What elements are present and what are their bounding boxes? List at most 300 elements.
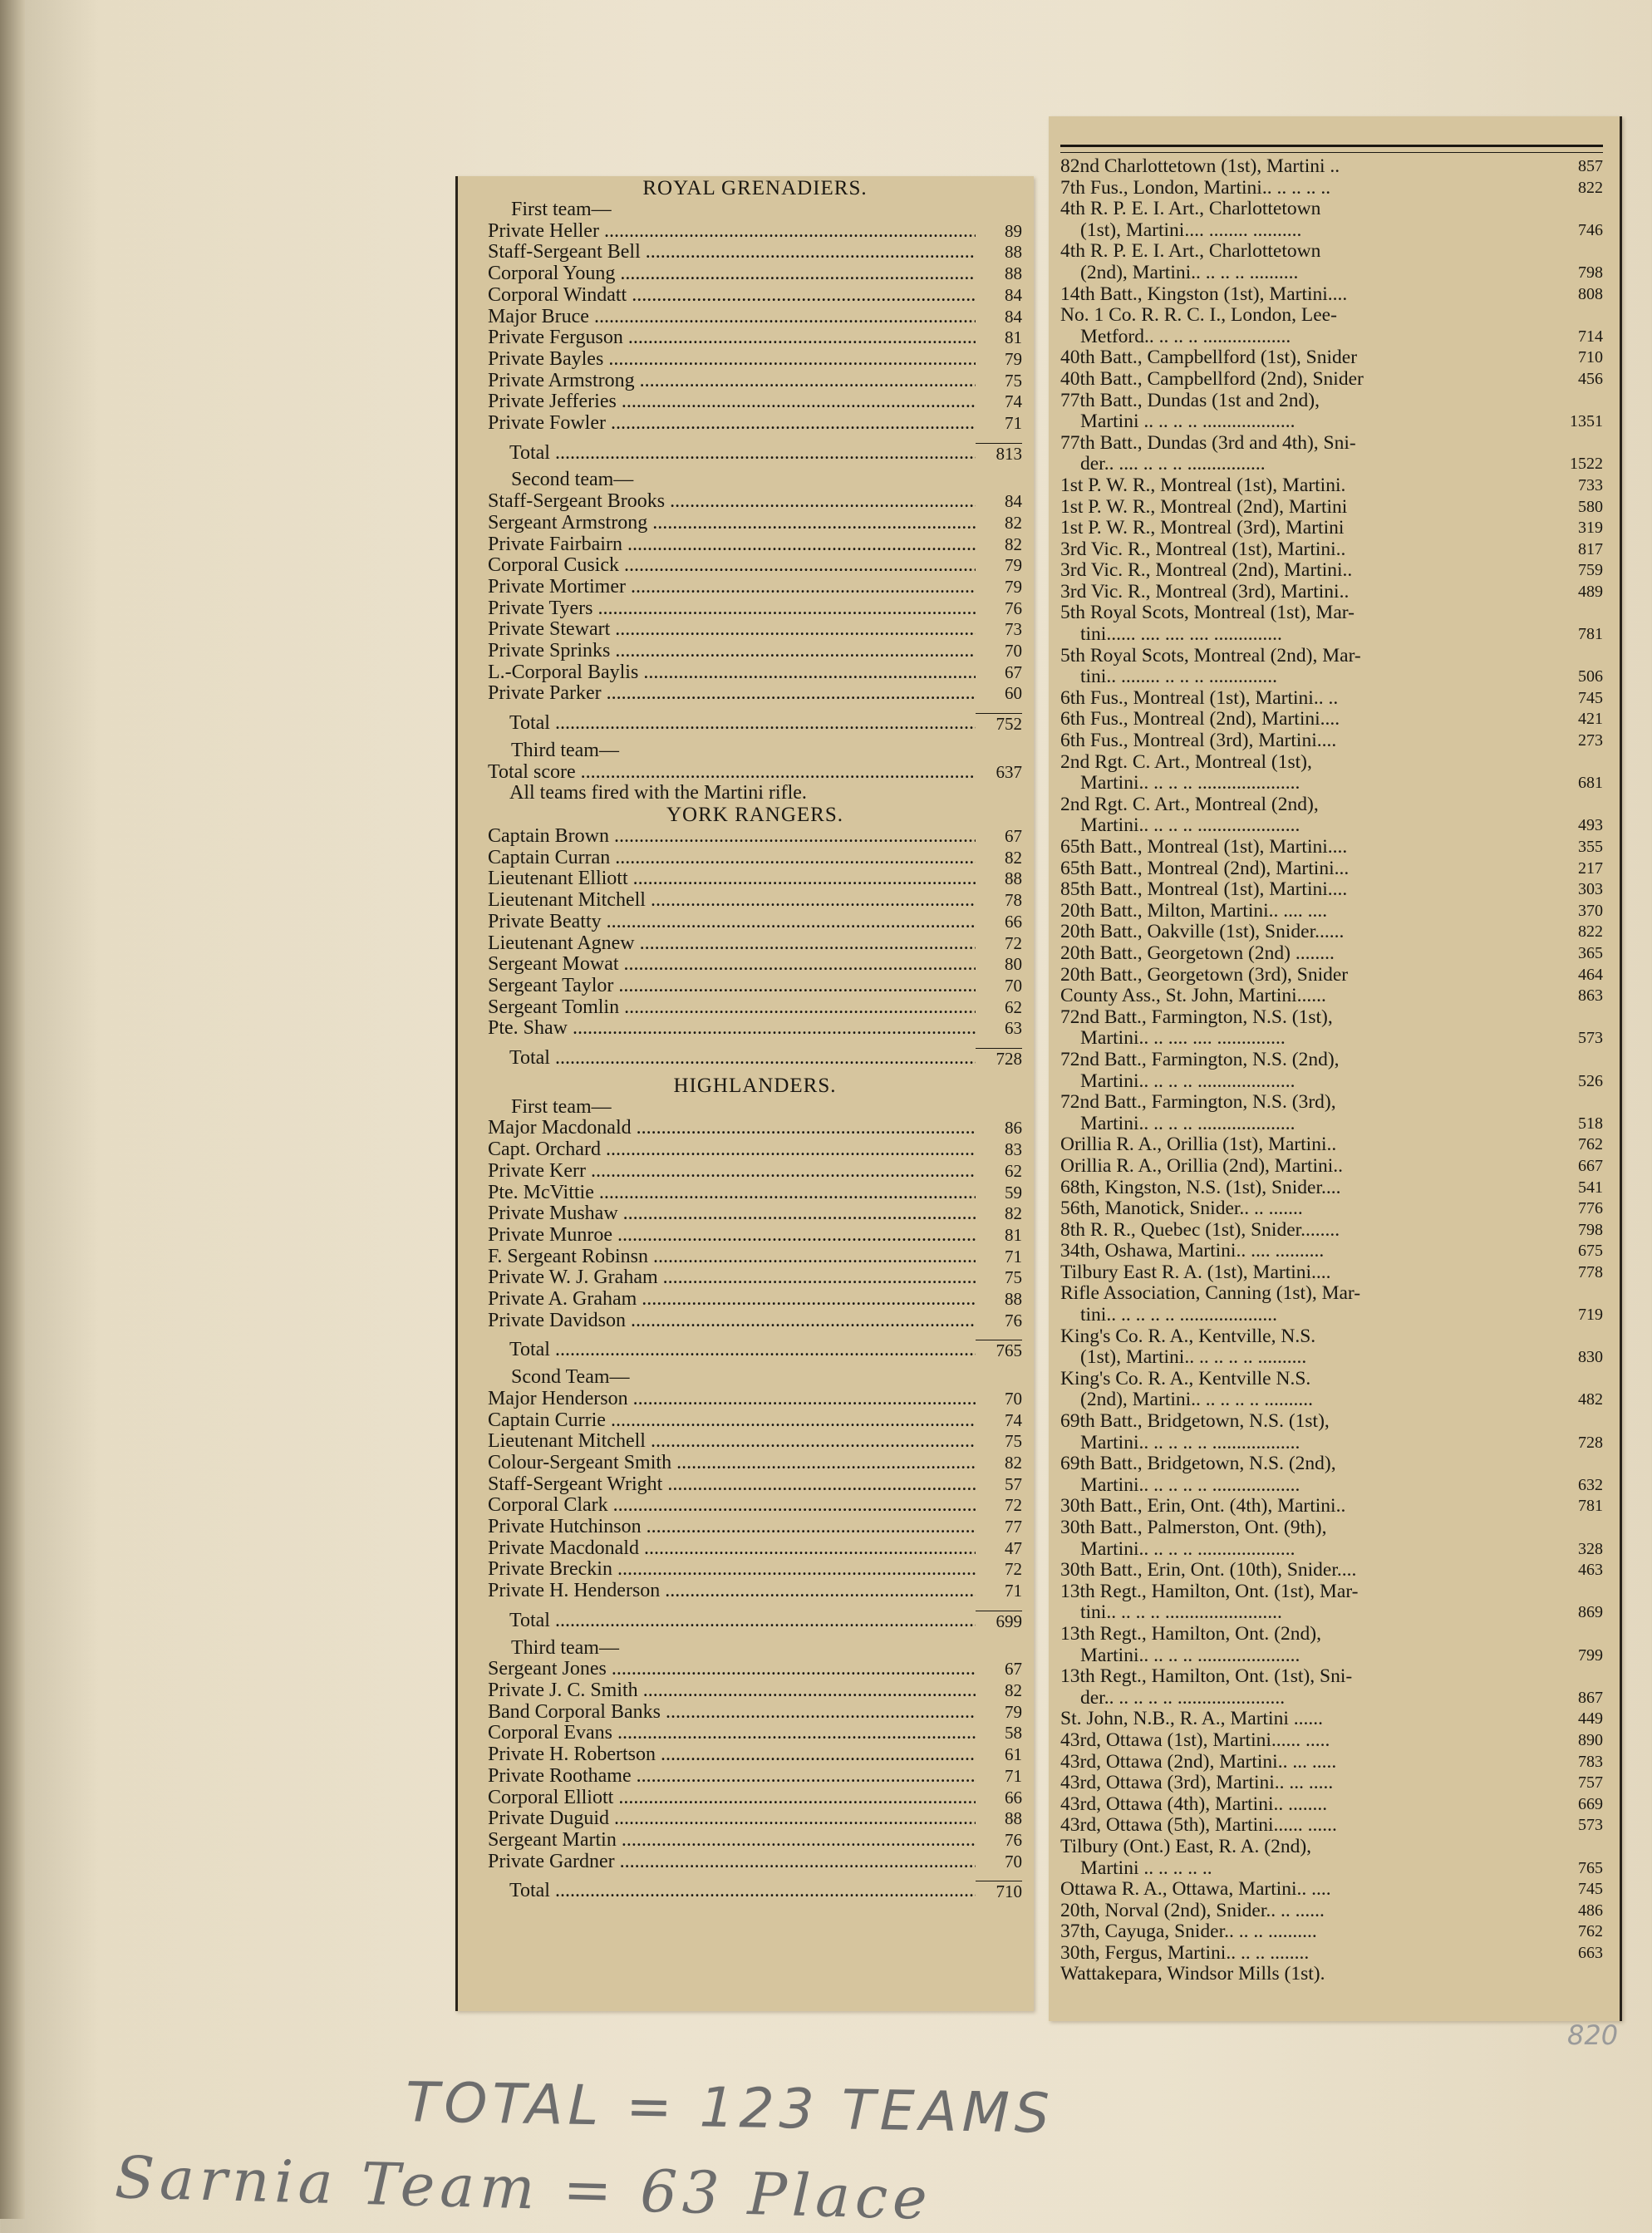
team-result-entry bbox=[1060, 1411, 1603, 1453]
shooter-name: Lieutenant Mitchell ..... bbox=[488, 1431, 976, 1453]
team-name bbox=[1060, 1517, 1563, 1560]
team-name-line: 85th Batt., Montreal (1st), Martini.... bbox=[1060, 878, 1348, 901]
page-edge bbox=[0, 0, 25, 2219]
team-name bbox=[1060, 1709, 1563, 1730]
team-name-line: 68th, Kingston, N.S. (1st), Snider.... bbox=[1060, 1176, 1341, 1198]
score-row bbox=[488, 1766, 1022, 1788]
shooter-name: Private Parker ..... bbox=[488, 683, 976, 705]
score-row bbox=[488, 555, 1022, 577]
shooter-name: Lieutenant Agnew ..... bbox=[488, 933, 976, 955]
section-heading: HIGHLANDERS. bbox=[673, 1074, 837, 1097]
team-name bbox=[1060, 688, 1563, 710]
team-score: 675 bbox=[1578, 1242, 1603, 1261]
shooter-score: 62 bbox=[1005, 996, 1022, 1017]
team-result-entry bbox=[1060, 709, 1603, 730]
team-name-continued: Metford.. .. .. .. .................. bbox=[1080, 325, 1291, 347]
team-name-continued: Martini.. .. .... .... .............. bbox=[1080, 1027, 1286, 1050]
score-row bbox=[488, 1744, 1022, 1766]
team-name-line: 40th Batt., Campbellford (1st), Snider bbox=[1060, 347, 1358, 369]
shooter-name: Private Sprinks ..... bbox=[488, 641, 976, 662]
team-name-line: 5th Royal Scots, Montreal (2nd), Mar- bbox=[1060, 644, 1361, 666]
team-score: 518 bbox=[1578, 1114, 1603, 1133]
team-score: 1522 bbox=[1570, 455, 1603, 474]
score-row bbox=[488, 976, 1022, 997]
team-score: 776 bbox=[1578, 1199, 1603, 1218]
team-score: 489 bbox=[1578, 582, 1603, 601]
team-name bbox=[1060, 391, 1563, 433]
team-result-entry bbox=[1060, 369, 1603, 391]
team-name-continued: Martini .. .. .. .. ................... bbox=[1080, 411, 1296, 433]
rifle-note: All teams fired with the Martini rifle. bbox=[509, 782, 807, 804]
score-row bbox=[488, 1225, 1022, 1247]
shooter-name: Major Henderson ..... bbox=[488, 1389, 976, 1410]
total-label: Total ..... bbox=[509, 1340, 976, 1362]
team-result-entry bbox=[1060, 199, 1603, 241]
shooter-score: 74 bbox=[1005, 1409, 1022, 1430]
score-row bbox=[488, 1659, 1022, 1680]
shooter-name: Sergeant Armstrong ..... bbox=[488, 513, 976, 534]
score-row bbox=[488, 997, 1022, 1019]
shooter-score: 59 bbox=[1005, 1182, 1022, 1203]
team-score: 757 bbox=[1578, 1773, 1603, 1793]
score-row bbox=[488, 1808, 1022, 1830]
score-row bbox=[488, 513, 1022, 534]
team-name-line: 20th, Norval (2nd), Snider.. .. ...... bbox=[1060, 1899, 1325, 1921]
score-row bbox=[488, 1018, 1022, 1040]
team-score: 745 bbox=[1578, 1880, 1603, 1899]
team-name-line: 77th Batt., Dundas (1st and 2nd), bbox=[1060, 389, 1320, 411]
shooter-score: 76 bbox=[1005, 1310, 1022, 1330]
team-label: Third team— bbox=[511, 1636, 619, 1659]
team-name bbox=[1060, 1241, 1563, 1262]
shooter-name: Private Fairbairn ..... bbox=[488, 534, 976, 556]
shooter-score: 73 bbox=[1005, 619, 1022, 640]
team-name bbox=[1060, 1283, 1563, 1326]
shooter-name: Private Armstrong ..... bbox=[488, 371, 976, 392]
team-name-continued: (2nd), Martini.. .. .. .. .......... bbox=[1080, 261, 1299, 283]
team-result-entry bbox=[1060, 1964, 1603, 1985]
team-score: 746 bbox=[1578, 220, 1603, 239]
team-name-line: 65th Batt., Montreal (2nd), Martini... bbox=[1060, 857, 1350, 879]
shooter-score: 70 bbox=[1005, 975, 1022, 996]
team-name bbox=[1060, 1773, 1563, 1794]
total-label: Total ..... bbox=[509, 1048, 976, 1070]
top-rule bbox=[1060, 145, 1603, 153]
team-result-entry bbox=[1060, 1794, 1603, 1816]
score-row bbox=[488, 826, 1022, 848]
team-result-entry bbox=[1060, 305, 1603, 347]
team-name-line: 43rd, Ottawa (4th), Martini.. ........ bbox=[1060, 1793, 1328, 1815]
team-name-line: 56th, Manotick, Snider.. .. ....... bbox=[1060, 1198, 1303, 1220]
shooter-name: Sergeant Tomlin ..... bbox=[488, 997, 976, 1019]
score-row bbox=[488, 263, 1022, 285]
team-score: 762 bbox=[1578, 1922, 1603, 1941]
team-score: 822 bbox=[1578, 922, 1603, 942]
team-name bbox=[1060, 560, 1563, 582]
team-score: 783 bbox=[1578, 1752, 1603, 1771]
score-row bbox=[488, 1267, 1022, 1289]
team-result-entry bbox=[1060, 965, 1603, 986]
team-result-entry bbox=[1060, 1496, 1603, 1517]
shooter-score: 75 bbox=[1005, 1431, 1022, 1452]
total-score: 710 bbox=[976, 1881, 1022, 1903]
shooter-name: Private H. Henderson ..... bbox=[488, 1581, 976, 1602]
team-name-line: 65th Batt., Montreal (1st), Martini.... bbox=[1060, 836, 1348, 858]
team-name-line: 2nd Rgt. C. Art., Montreal (2nd), bbox=[1060, 793, 1319, 815]
team-score: 667 bbox=[1578, 1156, 1603, 1175]
team-result-entry bbox=[1060, 391, 1603, 433]
shooter-score: 89 bbox=[1005, 220, 1022, 241]
shooter-score: 67 bbox=[1005, 825, 1022, 846]
shooter-score: 84 bbox=[1005, 306, 1022, 327]
team-name bbox=[1060, 1156, 1563, 1178]
shooter-score: 76 bbox=[1005, 1829, 1022, 1850]
team-name-continued: tini.. .. .. .. .. .................... bbox=[1080, 1304, 1277, 1326]
team-name-line: 13th Regt., Hamilton, Ont. (2nd), bbox=[1060, 1622, 1321, 1645]
team-result-entry bbox=[1060, 1901, 1603, 1922]
team-name-continued: Martini.. .. .. .. .................... bbox=[1080, 1112, 1296, 1134]
team-score: 710 bbox=[1578, 348, 1603, 367]
team-result-entry bbox=[1060, 1752, 1603, 1773]
team-result-entry bbox=[1060, 1773, 1603, 1794]
team-name-line: Ottawa R. A., Ottawa, Martini.. .... bbox=[1060, 1878, 1331, 1901]
score-row bbox=[488, 1559, 1022, 1581]
team-score: 765 bbox=[1578, 1858, 1603, 1877]
shooter-name: Lieutenant Mitchell ..... bbox=[488, 890, 976, 912]
score-row bbox=[488, 221, 1022, 243]
team-score: 421 bbox=[1578, 710, 1603, 729]
team-name-line: 2nd Rgt. C. Art., Montreal (1st), bbox=[1060, 750, 1312, 773]
team-name-line: 30th, Fergus, Martini.. .. .. ........ bbox=[1060, 1941, 1310, 1964]
team-name bbox=[1060, 879, 1563, 901]
score-row bbox=[488, 1680, 1022, 1702]
team-score: 681 bbox=[1578, 774, 1603, 793]
team-name bbox=[1060, 475, 1563, 497]
team-result-entry bbox=[1060, 1560, 1603, 1581]
team-name-continued: (2nd), Martini.. .. .. .. .. .......... bbox=[1080, 1389, 1314, 1411]
team-result-entry bbox=[1060, 603, 1603, 645]
shooter-name: Private Macdonald ..... bbox=[488, 1538, 976, 1560]
team-name bbox=[1060, 1411, 1563, 1453]
handwritten-total-note: TOTAL = 123 TEAMS bbox=[405, 2070, 1055, 2146]
score-row bbox=[488, 307, 1022, 328]
shooter-score: 88 bbox=[1005, 242, 1022, 263]
score-row bbox=[488, 1203, 1022, 1225]
shooter-name: Private Gardner ..... bbox=[488, 1852, 976, 1873]
shooter-score: 82 bbox=[1005, 534, 1022, 554]
team-name bbox=[1060, 497, 1563, 519]
team-name bbox=[1060, 1794, 1563, 1816]
team-score: 817 bbox=[1578, 539, 1603, 558]
team-result-entry bbox=[1060, 1283, 1603, 1326]
team-name-line: 20th Batt., Georgetown (2nd) ........ bbox=[1060, 942, 1335, 964]
team-name bbox=[1060, 943, 1563, 965]
team-name-line: 3rd Vic. R., Montreal (1st), Martini.. bbox=[1060, 538, 1346, 560]
shooter-score: 63 bbox=[1005, 1018, 1022, 1039]
shooter-score: 88 bbox=[1005, 1289, 1022, 1310]
shooter-name: Pte. McVittie ..... bbox=[488, 1183, 976, 1204]
shooter-name: Private Mushaw ..... bbox=[488, 1203, 976, 1225]
total-score: 699 bbox=[976, 1611, 1022, 1633]
team-result-entry bbox=[1060, 922, 1603, 943]
shooter-name: Private Tyers ..... bbox=[488, 598, 976, 620]
score-row bbox=[488, 848, 1022, 869]
team-name bbox=[1060, 858, 1563, 880]
shooter-name: Private Beatty ..... bbox=[488, 912, 976, 933]
team-score: 728 bbox=[1578, 1433, 1603, 1452]
team-result-entry bbox=[1060, 1709, 1603, 1730]
score-row bbox=[488, 285, 1022, 307]
score-row bbox=[488, 1723, 1022, 1744]
score-row bbox=[488, 577, 1022, 598]
total-label: Total ..... bbox=[509, 443, 976, 465]
shooter-name: Band Corporal Banks ..... bbox=[488, 1702, 976, 1724]
team-result-entry bbox=[1060, 1262, 1603, 1284]
team-total-row bbox=[488, 762, 1022, 784]
team-score: 733 bbox=[1578, 475, 1603, 494]
team-name-continued: Martini.. .. .. .. .. .................. bbox=[1080, 1431, 1300, 1453]
team-name-line: 14th Batt., Kingston (1st), Martini.... bbox=[1060, 283, 1348, 305]
team-result-entry bbox=[1060, 1178, 1603, 1199]
team-score: 217 bbox=[1578, 858, 1603, 878]
team-name bbox=[1060, 1007, 1563, 1050]
team-name-line: 30th Batt., Erin, Ont. (10th), Snider.... bbox=[1060, 1559, 1357, 1581]
team-result-entry bbox=[1060, 986, 1603, 1007]
team-score: 867 bbox=[1578, 1688, 1603, 1707]
shooter-score: 81 bbox=[1005, 327, 1022, 348]
shooter-score: 84 bbox=[1005, 491, 1022, 512]
score-row bbox=[488, 662, 1022, 684]
team-score: 857 bbox=[1578, 157, 1603, 175]
team-name bbox=[1060, 539, 1563, 561]
team-total-row bbox=[488, 1881, 1022, 1903]
team-result-entry bbox=[1060, 1220, 1603, 1242]
team-name bbox=[1060, 1092, 1563, 1134]
total-label: Total ..... bbox=[509, 1881, 976, 1903]
team-result-entry bbox=[1060, 560, 1603, 582]
team-name-line: 37th, Cayuga, Snider.. .. .. .......... bbox=[1060, 1921, 1317, 1943]
shooter-score: 75 bbox=[1005, 370, 1022, 391]
total-label: Total ..... bbox=[509, 713, 976, 735]
score-row bbox=[488, 491, 1022, 513]
team-result-entry bbox=[1060, 1921, 1603, 1943]
shooter-name: Capt. Orchard ..... bbox=[488, 1139, 976, 1161]
total-score: 728 bbox=[976, 1048, 1022, 1070]
score-row bbox=[488, 413, 1022, 435]
team-name bbox=[1060, 369, 1563, 391]
score-row bbox=[488, 1474, 1022, 1496]
team-label: First team— bbox=[511, 1095, 612, 1118]
team-name bbox=[1060, 646, 1563, 688]
team-score: 506 bbox=[1578, 667, 1603, 686]
team-result-entry bbox=[1060, 730, 1603, 752]
shooter-name: Major Bruce ..... bbox=[488, 307, 976, 328]
team-name-continued: (1st), Martini.... ........ .......... bbox=[1080, 219, 1302, 241]
score-row bbox=[488, 598, 1022, 620]
team-name bbox=[1060, 1624, 1563, 1666]
team-name-line: St. John, N.B., R. A., Martini ...... bbox=[1060, 1708, 1323, 1730]
shooter-name: Private Mortimer ..... bbox=[488, 577, 976, 598]
shooter-score: 72 bbox=[1005, 932, 1022, 953]
team-result-entry bbox=[1060, 1326, 1603, 1369]
shooter-score: 81 bbox=[1005, 1224, 1022, 1245]
team-result-entry bbox=[1060, 284, 1603, 306]
team-result-entry bbox=[1060, 1624, 1603, 1666]
team-name-continued: Martini.. .. .. .. ..................... bbox=[1080, 814, 1300, 837]
team-score: 370 bbox=[1578, 901, 1603, 920]
shooter-score: 80 bbox=[1005, 954, 1022, 975]
shooter-score: 71 bbox=[1005, 1581, 1022, 1601]
shooter-score: 66 bbox=[1005, 911, 1022, 932]
team-score: 632 bbox=[1578, 1475, 1603, 1494]
score-row bbox=[488, 1247, 1022, 1268]
score-row bbox=[488, 1139, 1022, 1161]
team-name bbox=[1060, 1198, 1563, 1220]
team-name bbox=[1060, 1262, 1563, 1284]
shooter-score: 74 bbox=[1005, 391, 1022, 412]
total-score: 637 bbox=[996, 761, 1022, 782]
team-score: 719 bbox=[1578, 1306, 1603, 1325]
team-result-entry bbox=[1060, 433, 1603, 475]
shooter-name: Captain Currie ..... bbox=[488, 1410, 976, 1432]
team-result-entry bbox=[1060, 156, 1603, 178]
score-row bbox=[488, 933, 1022, 955]
shooter-name: Lieutenant Elliott ..... bbox=[488, 868, 976, 890]
shooter-score: 83 bbox=[1005, 1139, 1022, 1160]
shooter-score: 82 bbox=[1005, 512, 1022, 533]
shooter-score: 79 bbox=[1005, 555, 1022, 576]
team-label: Third team— bbox=[511, 739, 619, 761]
shooter-name: Private H. Robertson ..... bbox=[488, 1744, 976, 1766]
team-name-line: 72nd Batt., Farmington, N.S. (2nd), bbox=[1060, 1048, 1340, 1070]
team-score: 303 bbox=[1578, 880, 1603, 899]
team-name bbox=[1060, 965, 1563, 986]
team-name bbox=[1060, 1879, 1563, 1901]
team-name-line: Tilbury (Ont.) East, R. A. (2nd), bbox=[1060, 1835, 1312, 1857]
team-name bbox=[1060, 178, 1563, 199]
team-score: 669 bbox=[1578, 1794, 1603, 1813]
score-row bbox=[488, 619, 1022, 641]
team-label: Second team— bbox=[511, 469, 634, 491]
team-name-line: County Ass., St. John, Martini...... bbox=[1060, 985, 1326, 1007]
team-name bbox=[1060, 199, 1563, 241]
total-score: 752 bbox=[976, 713, 1022, 735]
score-row bbox=[488, 1431, 1022, 1453]
team-score: 580 bbox=[1578, 497, 1603, 516]
team-name bbox=[1060, 1581, 1563, 1624]
team-name-line: 6th Fus., Montreal (1st), Martini.. .. bbox=[1060, 686, 1339, 709]
team-score: 541 bbox=[1578, 1178, 1603, 1197]
shooter-name: F. Sergeant Robinsn ..... bbox=[488, 1247, 976, 1268]
shooter-name: Corporal Elliott ..... bbox=[488, 1788, 976, 1809]
team-score: 573 bbox=[1578, 1816, 1603, 1835]
shooter-name: Private Duguid ..... bbox=[488, 1808, 976, 1830]
team-name bbox=[1060, 1730, 1563, 1752]
team-name-line: 77th Batt., Dundas (3rd and 4th), Sni- bbox=[1060, 431, 1356, 454]
shooter-score: 88 bbox=[1005, 868, 1022, 889]
team-score: 808 bbox=[1578, 284, 1603, 303]
team-result-entry bbox=[1060, 752, 1603, 794]
team-total-row bbox=[488, 443, 1022, 465]
score-row bbox=[488, 641, 1022, 662]
team-name-line: Orillia R. A., Orillia (2nd), Martini.. bbox=[1060, 1154, 1344, 1177]
team-name-continued: der.. .. .. .. .. ...................... bbox=[1080, 1686, 1286, 1709]
team-name bbox=[1060, 1220, 1563, 1242]
team-result-entry bbox=[1060, 1156, 1603, 1178]
team-result-entry bbox=[1060, 794, 1603, 837]
shooter-name: Private W. J. Graham ..... bbox=[488, 1267, 976, 1289]
score-row bbox=[488, 1289, 1022, 1311]
team-name-line: Wattakepara, Windsor Mills (1st). bbox=[1060, 1963, 1325, 1985]
team-name bbox=[1060, 1326, 1563, 1369]
shooter-score: 47 bbox=[1005, 1537, 1022, 1558]
team-score: 464 bbox=[1578, 965, 1603, 984]
team-name bbox=[1060, 241, 1563, 283]
team-name bbox=[1060, 986, 1563, 1007]
shooter-name: Private Fowler ..... bbox=[488, 413, 976, 435]
score-row bbox=[488, 1161, 1022, 1183]
team-result-entry bbox=[1060, 1666, 1603, 1709]
team-name bbox=[1060, 1134, 1563, 1156]
shooter-score: 88 bbox=[1005, 263, 1022, 284]
shooter-name: Private Munroe ..... bbox=[488, 1225, 976, 1247]
team-name-line: 6th Fus., Montreal (3rd), Martini.... bbox=[1060, 730, 1337, 752]
score-row bbox=[488, 1788, 1022, 1809]
team-score: 869 bbox=[1578, 1603, 1603, 1622]
team-result-entry bbox=[1060, 879, 1603, 901]
score-row bbox=[488, 683, 1022, 705]
team-score: 449 bbox=[1578, 1709, 1603, 1729]
team-name bbox=[1060, 518, 1563, 539]
shooter-score: 67 bbox=[1005, 662, 1022, 682]
shooter-score: 88 bbox=[1005, 1808, 1022, 1829]
team-result-entry bbox=[1060, 646, 1603, 688]
team-name bbox=[1060, 794, 1563, 837]
shooter-name: Private Roothame ..... bbox=[488, 1766, 976, 1788]
shooter-name: Corporal Evans ..... bbox=[488, 1723, 976, 1744]
shooter-name: Private Hutchinson ..... bbox=[488, 1517, 976, 1538]
team-name bbox=[1060, 1815, 1563, 1837]
team-name-line: 20th Batt., Oakville (1st), Snider...... bbox=[1060, 921, 1345, 943]
team-name-continued: Martini.. .. .. .. ..................... bbox=[1080, 772, 1300, 794]
team-score: 1351 bbox=[1570, 412, 1603, 431]
shooter-score: 78 bbox=[1005, 890, 1022, 911]
team-score: 781 bbox=[1578, 1497, 1603, 1516]
shooter-name: Corporal Clark ..... bbox=[488, 1495, 976, 1517]
team-result-entry bbox=[1060, 1092, 1603, 1134]
team-name-continued: Martini.. .. .. .. .................... bbox=[1080, 1537, 1296, 1560]
team-total-row bbox=[488, 1048, 1022, 1070]
team-name-continued: der.. .... .. .. .. ................ bbox=[1080, 453, 1266, 475]
team-name bbox=[1060, 1496, 1563, 1517]
score-row bbox=[488, 1311, 1022, 1332]
team-name-continued: Martini.. .. .. .. .................... bbox=[1080, 1070, 1296, 1092]
team-result-entry bbox=[1060, 539, 1603, 561]
team-result-entry bbox=[1060, 518, 1603, 539]
team-score: 328 bbox=[1578, 1539, 1603, 1558]
shooter-name: Staff-Sergeant Bell ..... bbox=[488, 242, 976, 263]
shooter-score: 70 bbox=[1005, 1851, 1022, 1871]
shooter-name: Private Heller ..... bbox=[488, 221, 976, 243]
royal-grenadiers-section bbox=[488, 178, 1022, 1908]
shooter-name: Pte. Shaw ..... bbox=[488, 1018, 976, 1040]
pencil-mark: 820 bbox=[1567, 2019, 1619, 2051]
team-score: 486 bbox=[1578, 1901, 1603, 1920]
team-name bbox=[1060, 603, 1563, 645]
shooter-name: Sergeant Jones ..... bbox=[488, 1659, 976, 1680]
team-score: 493 bbox=[1578, 816, 1603, 835]
team-score: 319 bbox=[1578, 519, 1603, 538]
